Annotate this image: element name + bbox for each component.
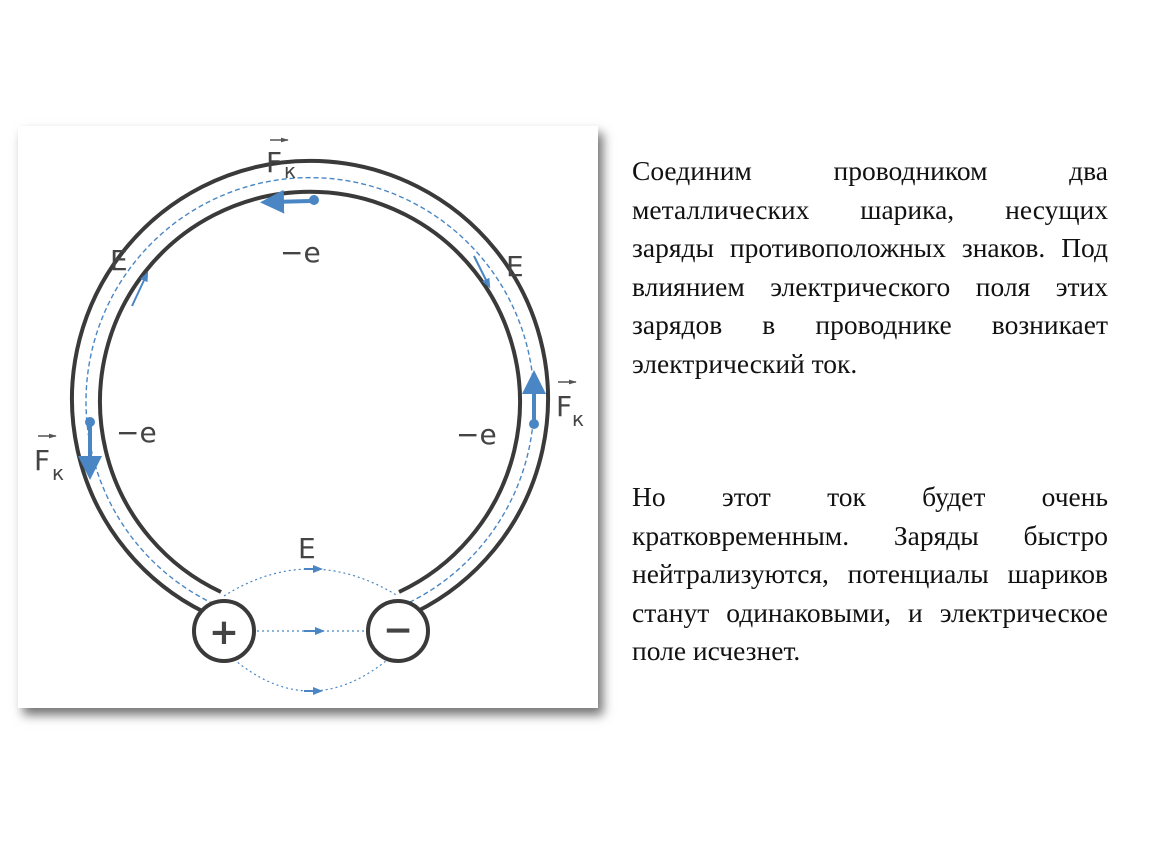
force-label-right xyxy=(556,382,584,431)
svg-text:F: F xyxy=(556,390,573,423)
svg-text:F: F xyxy=(266,146,283,179)
diagram-card xyxy=(18,126,598,708)
positive-ball-sign: + xyxy=(208,612,240,653)
positive-ball xyxy=(194,601,254,661)
paragraph-conclusion: Но этот ток будет очень кратковременным. Заряды быстро нейтрализуются, потенциалы шариков станут одинаковыми, и электрическое поле исчезнет. xyxy=(632,481,1108,666)
electron-label-top: −e xyxy=(280,236,321,269)
field-line-upper xyxy=(224,569,398,596)
force-label-left xyxy=(34,436,64,485)
field-label-top-left: E xyxy=(110,244,128,277)
paragraph-intro: Соединим проводником два металлических шарика, несущих заряды противоположных знаков. Под влиянием электрического поля этих зарядов в проводнике возникает электрический ток. xyxy=(632,155,1108,379)
electron-top xyxy=(272,195,319,205)
electron-label-left: −e xyxy=(116,416,157,449)
circuit-diagram xyxy=(18,126,598,708)
field-line-lower xyxy=(230,656,392,691)
negative-ball-sign: − xyxy=(382,610,414,651)
field-label-top-right: E xyxy=(506,250,524,283)
negative-ball xyxy=(368,601,428,661)
svg-text:к: к xyxy=(284,159,297,183)
electron-right xyxy=(529,382,539,429)
electron-label-right: −e xyxy=(456,418,497,451)
force-label-top xyxy=(266,140,296,183)
svg-text:F: F xyxy=(34,444,51,477)
field-label-bottom: E xyxy=(298,532,316,565)
svg-text:к: к xyxy=(52,461,65,485)
svg-text:к: к xyxy=(572,407,585,431)
